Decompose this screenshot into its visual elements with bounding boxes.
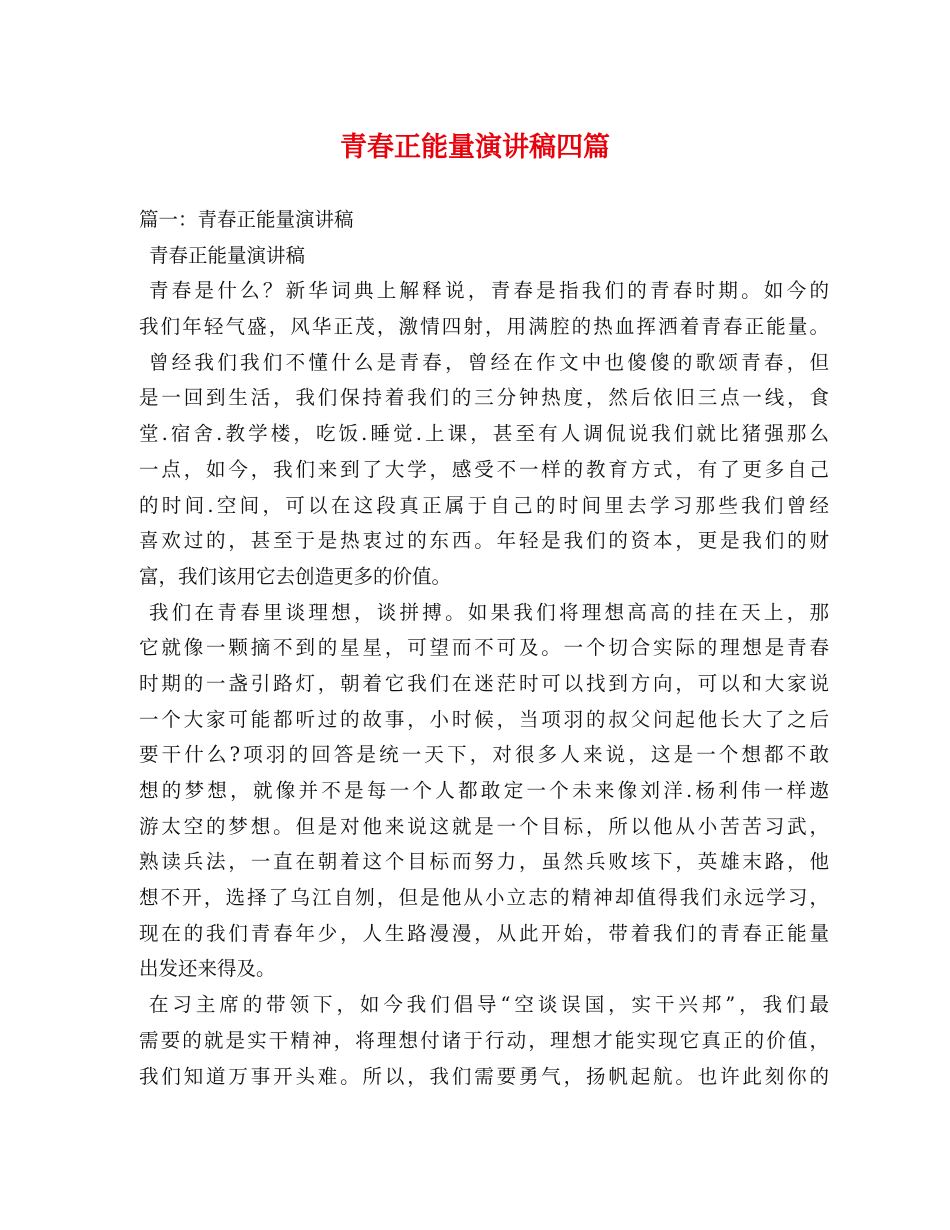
text-line: 我们在青春里谈理想，谈拼搏。如果我们将理想高高的挂在天上，那 (149, 600, 829, 624)
text-line: 想不开，选择了乌江自刎，但是他从小立志的精神却值得我们永远学习， (139, 886, 829, 910)
section-heading: 篇一：青春正能量演讲稿 (139, 208, 354, 231)
text-line: 游太空的梦想。但是对他来说这就是一个目标，所以他从小苦苦习武， (139, 814, 829, 838)
document-body (139, 202, 829, 1094)
text-line: 富，我们该用它去创造更多的价值。 (139, 564, 452, 588)
document-title: 青春正能量演讲稿四篇 (340, 132, 610, 163)
text-line: 喜欢过的，甚至于是热衷过的东西。年轻是我们的资本，更是我们的财 (139, 529, 829, 553)
text-line: 它就像一颗摘不到的星星，可望而不可及。一个切合实际的理想是青春 (139, 636, 829, 660)
speech-title: 青春正能量演讲稿 (149, 243, 306, 267)
text-line: 熟读兵法，一直在朝着这个目标而努力，虽然兵败垓下，英雄末路，他 (139, 850, 829, 874)
text-line: 曾经我们我们不懂什么是青春，曾经在作文中也傻傻的歌颂青春，但 (149, 350, 829, 374)
text-line: 是一回到生活，我们保持着我们的三分钟热度，然后依旧三点一线，食 (139, 386, 829, 410)
text-line: 时期的一盏引路灯，朝着它我们在迷茫时可以找到方向，可以和大家说 (139, 671, 829, 695)
text-line: 现在的我们青春年少，人生路漫漫，从此开始，带着我们的青春正能量 (139, 921, 829, 945)
text-line: 我们年轻气盛，风华正茂，激情四射，用满腔的热血挥洒着青春正能量。 (139, 315, 829, 339)
text-line: 的时间.空间，可以在这段真正属于自己的时间里去学习那些我们曾经 (139, 493, 829, 517)
text-line: 需要的就是实干精神，将理想付诸于行动，理想才能实现它真正的价值， (139, 1028, 829, 1052)
text-line: 一点，如今，我们来到了大学，感受不一样的教育方式，有了更多自己 (139, 457, 829, 481)
text-line: 在习主席的带领下，如今我们倡导“空谈误国，实干兴邦”，我们最 (149, 993, 829, 1017)
text-line: 青春是什么？新华词典上解释说，青春是指我们的青春时期。如今的 (149, 279, 829, 303)
text-line: 出发还来得及。 (139, 957, 276, 981)
text-line: 要干什么?项羽的回答是统一天下，对很多人来说，这是一个想都不敢 (139, 743, 829, 767)
text-line: 堂.宿舍.教学楼，吃饭.睡觉.上课，甚至有人调侃说我们就比猪强那么 (139, 422, 829, 446)
text-line: 我们知道万事开头难。所以，我们需要勇气，扬帆起航。也许此刻你的 (139, 1064, 829, 1088)
text-line: 一个大家可能都听过的故事，小时候，当项羽的叔父问起他长大了之后 (139, 707, 829, 731)
text-line: 想的梦想，就像并不是每一个人都敢定一个未来像刘洋.杨利伟一样遨 (139, 779, 829, 802)
